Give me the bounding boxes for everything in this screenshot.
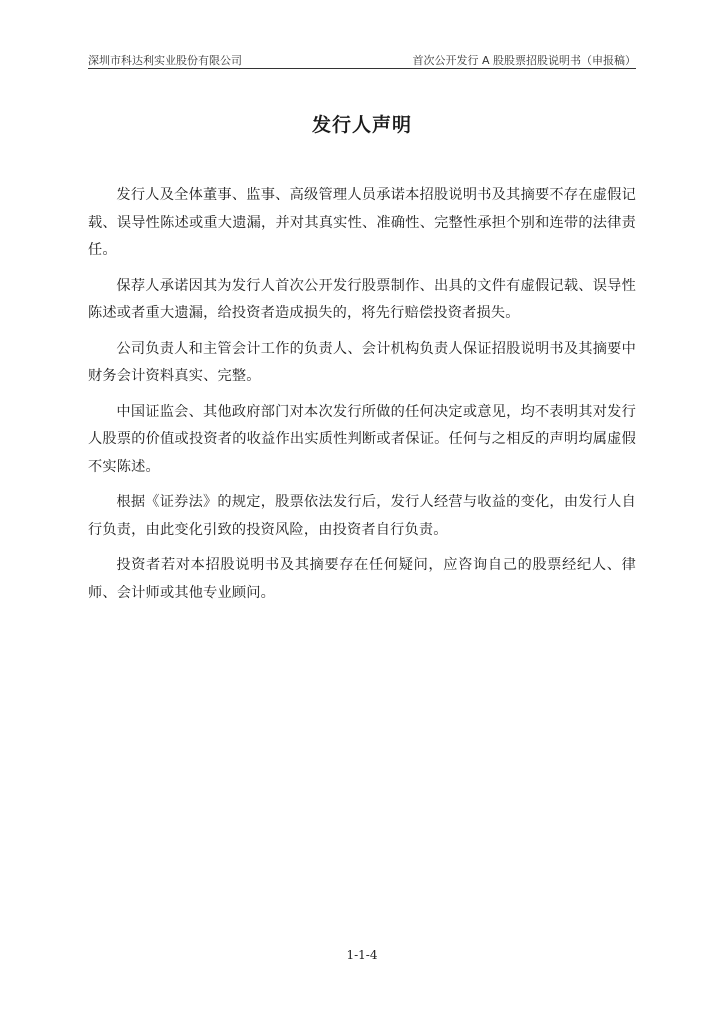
paragraph-2: 保荐人承诺因其为发行人首次公开发行股票制作、出具的文件有虚假记载、误导性陈述或者重大遗漏，给投资者造成损失的，将先行赔偿投资者损失。	[88, 277, 636, 321]
declaration-body	[88, 182, 636, 615]
paragraph-1: 发行人及全体董事、监事、高级管理人员承诺本招股说明书及其摘要不存在虚假记载、误导性陈述或重大遗漏，并对其真实性、准确性、完整性承担个别和连带的法律责任。	[88, 187, 636, 258]
page-number: 1-1-4	[346, 948, 378, 962]
paragraph-5: 根据《证券法》的规定，股票依法发行后，发行人经营与收益的变化，由发行人自行负责，由此变化引致的投资风险，由投资者自行负责。	[88, 494, 636, 538]
header-document-title: 首次公开发行 A 股股票招股说明书（申报稿）	[412, 54, 636, 67]
paragraph-6: 投资者若对本招股说明书及其摘要存在任何疑问，应咨询自己的股票经纪人、律师、会计师或其他专业顾问。	[88, 557, 636, 601]
paragraph-3: 公司负责人和主管会计工作的负责人、会计机构负责人保证招股说明书及其摘要中财务会计资料真实、完整。	[88, 340, 636, 384]
header-company-name: 深圳市科达利实业股份有限公司	[88, 54, 242, 67]
paragraph-4: 中国证监会、其他政府部门对本次发行所做的任何决定或意见，均不表明其对发行人股票的价值或投资者的收益作出实质性判断或者保证。任何与之相反的声明均属虚假不实陈述。	[88, 403, 636, 475]
page-title: 发行人声明	[311, 114, 412, 136]
page-header	[88, 50, 636, 69]
